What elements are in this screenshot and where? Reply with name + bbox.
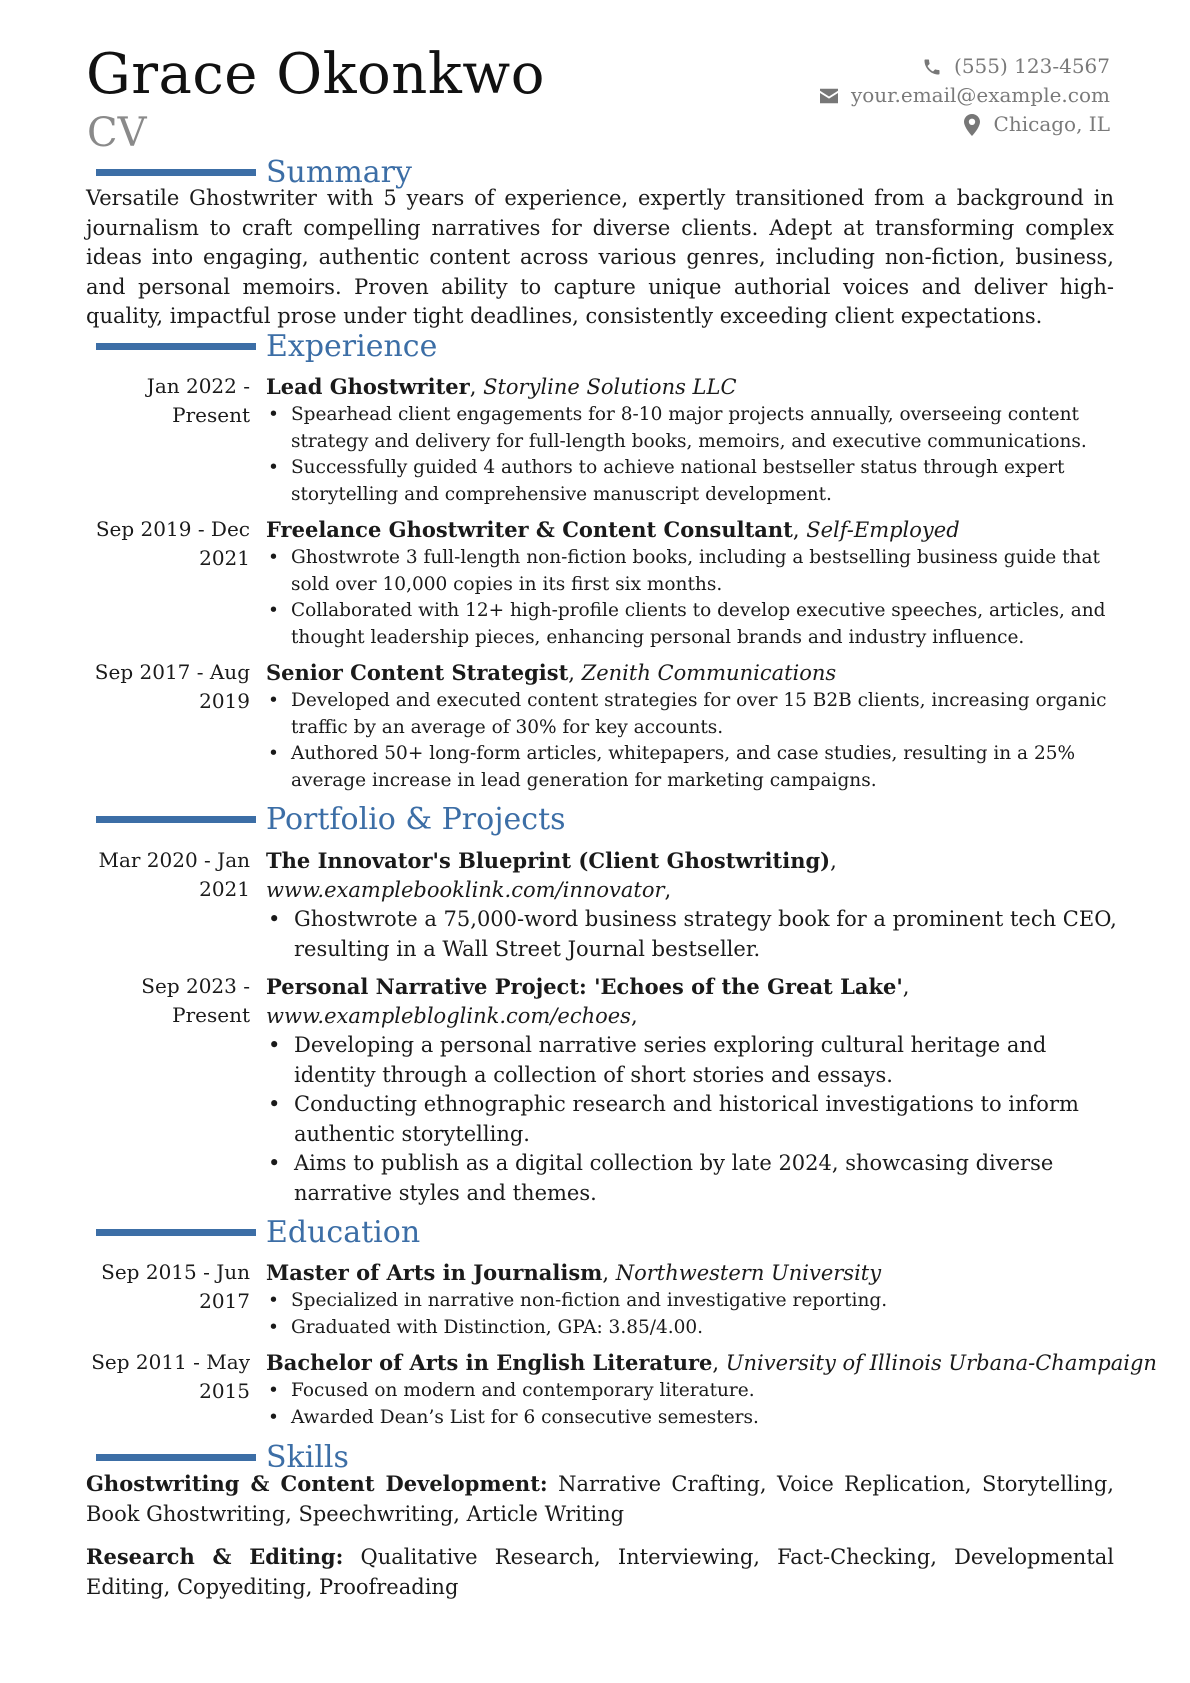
project-title: The Innovator's Blueprint (Client Ghostwriting) — [266, 848, 831, 873]
bullet-item: • Awarded Dean’s List for 6 consecutive semesters. — [266, 1405, 1126, 1432]
entry-bullets — [266, 1031, 1126, 1208]
section-bar — [96, 169, 256, 176]
entry-bullets — [266, 1288, 1126, 1341]
entry-heading: Lead Ghostwriter, Storyline Solutions LLC — [266, 374, 737, 399]
bullet-item: • Graduated with Distinction, GPA: 3.85/4.00. — [266, 1315, 1126, 1342]
entry-organization: Self-Employed — [806, 518, 960, 542]
entry-heading: Master of Arts in Journalism, Northwestern University — [266, 1260, 882, 1285]
entry-role: Lead Ghostwriter — [266, 374, 470, 399]
email-address[interactable]: your.email@example.com — [850, 83, 1110, 107]
bullet-item: • Ghostwrote a 75,000-word business strategy book for a prominent tech CEO, resulting in a Wall Street Journal bestseller. — [266, 905, 1126, 964]
section-title: Portfolio & Projects — [266, 801, 566, 837]
section-heading-experience — [96, 326, 437, 366]
entry-date: Sep 2019 - Dec 2021 — [95, 517, 250, 570]
entry-organization: Storyline Solutions LLC — [483, 375, 737, 399]
entry-date: Sep 2011 - May 2015 — [91, 1350, 250, 1403]
contact-phone — [817, 52, 1110, 81]
entry-role: Senior Content Strategist — [266, 660, 569, 685]
skill-category: Research & Editing: — [86, 1544, 344, 1569]
entry-date: Jan 2022 - Present — [146, 374, 250, 427]
bullet-item: • Developing a personal narrative series exploring cultural heritage and identity through a collection of short stories and essays. — [266, 1031, 1126, 1090]
institution: Northwestern University — [615, 1261, 882, 1285]
section-bar — [96, 343, 256, 350]
project-link[interactable]: www.examplebloglink.com/echoes — [266, 1004, 631, 1028]
degree-title: Bachelor of Arts in English Literature — [266, 1350, 713, 1375]
skills-list — [86, 1469, 1114, 1615]
skill-items: Narrative Crafting, Voice Replication, Storytelling, Book Ghostwriting, Speechwriting, Article Writing — [86, 1472, 1114, 1526]
institution: University of Illinois Urbana-Champaign — [725, 1351, 1157, 1375]
section-title: Education — [266, 1214, 421, 1250]
section-title: Summary — [266, 154, 412, 190]
bullet-item: • Specialized in narrative non-fiction and investigative reporting. — [266, 1288, 1126, 1315]
skill-items: Qualitative Research, Interviewing, Fact-Checking, Developmental Editing, Copyediting, Proofreading — [86, 1545, 1114, 1599]
entry-date: Sep 2023 - Present — [141, 974, 250, 1027]
entry-heading: Personal Narrative Project: 'Echoes of the Great Lake', www.examplebloglink.com/echoes, — [266, 974, 910, 1028]
section-title: Skills — [266, 1439, 349, 1475]
entry-organization: Zenith Communications — [581, 661, 837, 685]
bullet-item: • Ghostwrote 3 full-length non-fiction books, including a bestselling business guide that sold over 10,000 copies in its first six months. — [266, 545, 1126, 598]
entry-heading: Freelance Ghostwriter & Content Consultant, Self-Employed — [266, 517, 960, 542]
location-text: Chicago, IL — [993, 112, 1110, 136]
bullet-item: • Aims to publish as a digital collection by late 2024, showcasing diverse narrative styles and themes. — [266, 1149, 1126, 1208]
entry-role: Freelance Ghostwriter & Content Consultant — [266, 517, 793, 542]
section-bar — [96, 1229, 256, 1236]
bullet-item: • Authored 50+ long-form articles, whitepapers, and case studies, resulting in a 25% average increase in lead generation for marketing campaigns. — [266, 741, 1126, 794]
skill-group — [86, 1542, 1114, 1602]
document-subtitle: CV — [87, 110, 147, 156]
section-bar — [96, 1454, 256, 1461]
entry-date: Sep 2017 - Aug 2019 — [94, 660, 250, 713]
bullet-item: • Successfully guided 4 authors to achieve national bestseller status through expert storytelling and comprehensive manuscript development. — [266, 455, 1126, 508]
phone-number[interactable]: (555) 123-4567 — [954, 54, 1110, 78]
section-title: Experience — [266, 328, 438, 364]
project-title: Personal Narrative Project: 'Echoes of the Great Lake' — [266, 974, 903, 999]
entry-heading: Bachelor of Arts in English Literature, University of Illinois Urbana-Champaign — [266, 1350, 1157, 1375]
bullet-item: • Spearhead client engagements for 8-10 major projects annually, overseeing content strategy and delivery for full-length books, memoirs, and executive communications. — [266, 402, 1126, 455]
entry-bullets — [266, 688, 1126, 794]
bullet-item: • Developed and executed content strategies for over 15 B2B clients, increasing organic traffic by an average of 30% for key accounts. — [266, 688, 1126, 741]
section-heading-education — [96, 1212, 420, 1252]
skill-group — [86, 1469, 1114, 1529]
project-link[interactable]: www.examplebooklink.com/innovator — [266, 878, 665, 902]
contact-location — [817, 110, 1110, 139]
summary-text: Versatile Ghostwriter with 5 years of experience, expertly transitioned from a background in journalism to craft compelling narratives for diverse clients. Adept at transforming complex ideas into engaging, authentic content across various genres, including non-fiction, business, and personal memoirs. Proven ability to capture unique authorial voices and deliver high-quality, impactful prose under tight deadlines, consistently exceeding client expectations. — [86, 186, 1114, 328]
section-heading-portfolio — [96, 799, 566, 839]
section-bar — [96, 816, 256, 823]
skill-category: Ghostwriting & Content Development: — [86, 1471, 548, 1496]
entry-heading: The Innovator's Blueprint (Client Ghostwriting), www.examplebooklink.com/innovator, — [266, 848, 837, 902]
entry-bullets — [266, 905, 1126, 964]
entry-heading: Senior Content Strategist, Zenith Communications — [266, 660, 837, 685]
degree-title: Master of Arts in Journalism — [266, 1260, 603, 1285]
entry-bullets — [266, 1378, 1126, 1431]
entry-date: Sep 2015 - Jun 2017 — [101, 1260, 250, 1313]
candidate-name: Grace Okonkwo — [86, 42, 545, 107]
phone-icon — [920, 56, 944, 78]
contact-info — [817, 52, 1110, 139]
envelope-icon — [817, 85, 841, 107]
bullet-item: • Conducting ethnographic research and historical investigations to inform authentic storytelling. — [266, 1090, 1126, 1149]
bullet-item: • Collaborated with 12+ high-profile clients to develop executive speeches, articles, and thought leadership pieces, enhancing personal brands and industry influence. — [266, 598, 1126, 651]
bullet-item: • Focused on modern and contemporary literature. — [266, 1378, 1126, 1405]
entry-bullets — [266, 545, 1126, 651]
contact-email — [817, 81, 1110, 110]
entry-bullets — [266, 402, 1126, 508]
entry-date: Mar 2020 - Jan 2021 — [98, 848, 250, 901]
map-pin-icon — [960, 114, 984, 136]
